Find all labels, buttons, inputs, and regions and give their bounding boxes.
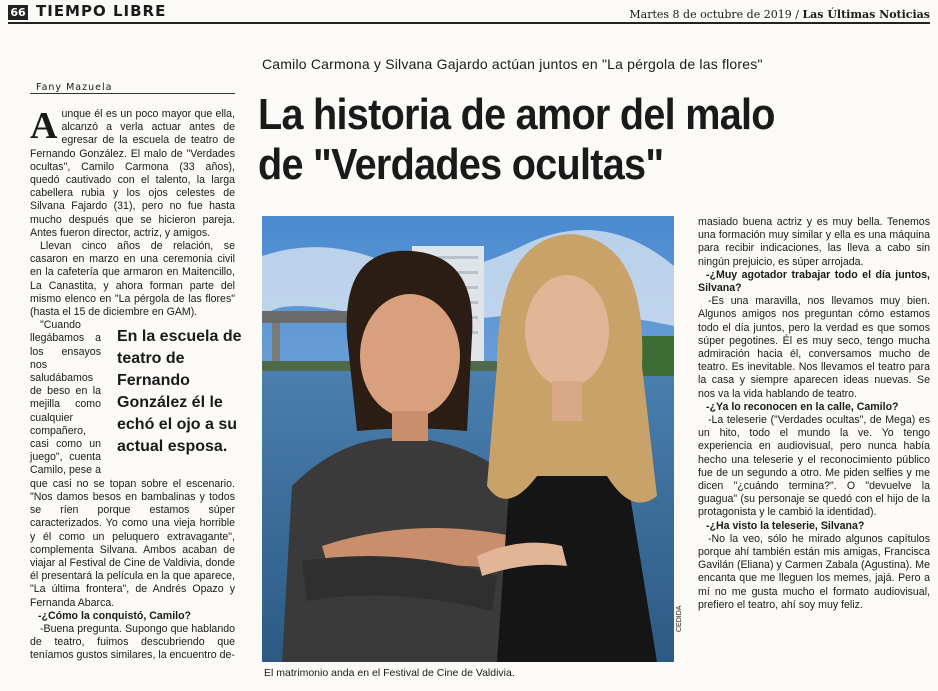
couple-photo xyxy=(262,216,674,662)
photo-credit: CEDIDA xyxy=(676,605,683,632)
paragraph: -La teleserie ("Verdades ocultas", de Mega) es un hito, todo el mundo la ve. Yo tengo experiencia en audiovisual, pero nunca había hecho una teleserie y el reconocimiento público fue de un segundo a otro. Me piden selfies y me dicen "¿cuándo termina?". O "devuelve la guagua" (su personaje se quedó con el hijo de la protagonista y le cambió la identidad). xyxy=(698,414,930,519)
section-title: TIEMPO LIBRE xyxy=(36,2,167,20)
interview-question: -¿Ha visto la teleserie, Silvana? xyxy=(706,519,865,532)
issue-date: Martes 8 de octubre de 2019 / xyxy=(629,8,799,21)
byline: Fany Mazuela xyxy=(36,82,113,93)
interview-question: -¿Muy agotador trabajar todo el día juntos, Silvana? xyxy=(698,268,930,295)
page-number: 66 xyxy=(8,5,28,20)
photo-caption: El matrimonio anda en el Festival de Cine de Valdivia. xyxy=(264,667,515,679)
headline-line-2: de "Verdades ocultas" xyxy=(258,140,664,189)
article-column-2 xyxy=(698,216,930,612)
interview-question: -¿Cómo la conquistó, Camilo? xyxy=(38,609,192,622)
interview-question: -¿Ya lo reconocen en la calle, Camilo? xyxy=(706,400,899,413)
paragraph: "Cuando llegábamos a los ensayos nos saludábamos de beso en la mejilla como cualquier compañero, casi como un juego", cuenta Camilo, pese a que casi no se topan sobre el escenario. "Nos damos besos en bambalinas y todos se ríen porque estamos súper caracterizados. Yo como una vieja horrible y él como un peluquero extravagante", complementa Silvana. Ambos acaban de viajar al Festival de Cine de Valdivia, donde él presentará la película en la que aparece, "La última frontera", de Andrés Opazo y Fernanda Abarca. xyxy=(30,319,235,609)
overline: Camilo Carmona y Silvana Gajardo actúan juntos en "La pérgola de las flores" xyxy=(262,56,763,72)
paragraph: masiado buena actriz y es muy bella. Tenemos una formación muy similar y ella es una máquina para recibir indicaciones, las lleva a cabo sin ningún prejuicio, es súper arrojada. xyxy=(698,216,930,268)
headline-line-1: La historia de amor del malo xyxy=(258,90,775,139)
publication-name: Las Últimas Noticias xyxy=(802,8,930,21)
paragraph: -Buena pregunta. Supongo que hablando de teatro, fuimos descubriendo que teníamos gustos similares, la encuentro de- xyxy=(30,622,235,662)
photo-illustration xyxy=(262,216,674,662)
paragraph: Llevan cinco años de relación, se casaron en marzo en una ceremonia civil en la cafetería que armaron en Maitencillo, La Canastita, y ahora forman parte del mismo elenco en "La pérgola de las flores" (hasta el 15 de diciembre en GAM). xyxy=(30,240,235,319)
byline-rule xyxy=(30,93,235,94)
dateline xyxy=(629,8,930,21)
drop-cap: A xyxy=(30,105,58,147)
header-rule xyxy=(8,22,930,24)
paragraph: -No la veo, sólo he mirado algunos capítulos porque ahí también están mis amigas, Francisca Gavilán (Eliana) y Carmen Zabala (Agustina). Me encanta que me lleguen los memes, jajá. Pero a mí no me gusta mucho el formato audiovisual, prefiero el teatro, ahí soy muy feliz. xyxy=(698,532,930,611)
pullquote: En la escuela de teatro de Fernando González él le echó el ojo a su actual esposa. xyxy=(117,328,242,455)
paragraph: Aunque él es un poco mayor que ella, alcanzó a verla actuar antes de egresar de la escuela de teatro de Fernando González. El malo de "Verdades ocultas", Camilo Carmona (33 años), quedó cautivado con el talento, la larga cabellera rubia y los ojos celestes de Silvana Fajardo (31), pero no fue hasta mucho después que se hicieron pareja. Antes fueron director, actriz, y amigos. xyxy=(30,105,235,239)
headline xyxy=(258,90,863,190)
paragraph: -Es una maravilla, nos llevamos muy bien. Algunos amigos nos preguntan cómo estamos todo el día juntos, pero la verdad es que somos súper pegotines. Él es muy seco, tengo mucha admiración hacia él, conversamos mucho de teatro. Es inevitable. Nos llevamos el teatro para la casa y siempre aparecen ideas nuevas. Se nos va la vida hablando de teatro. xyxy=(698,295,930,400)
